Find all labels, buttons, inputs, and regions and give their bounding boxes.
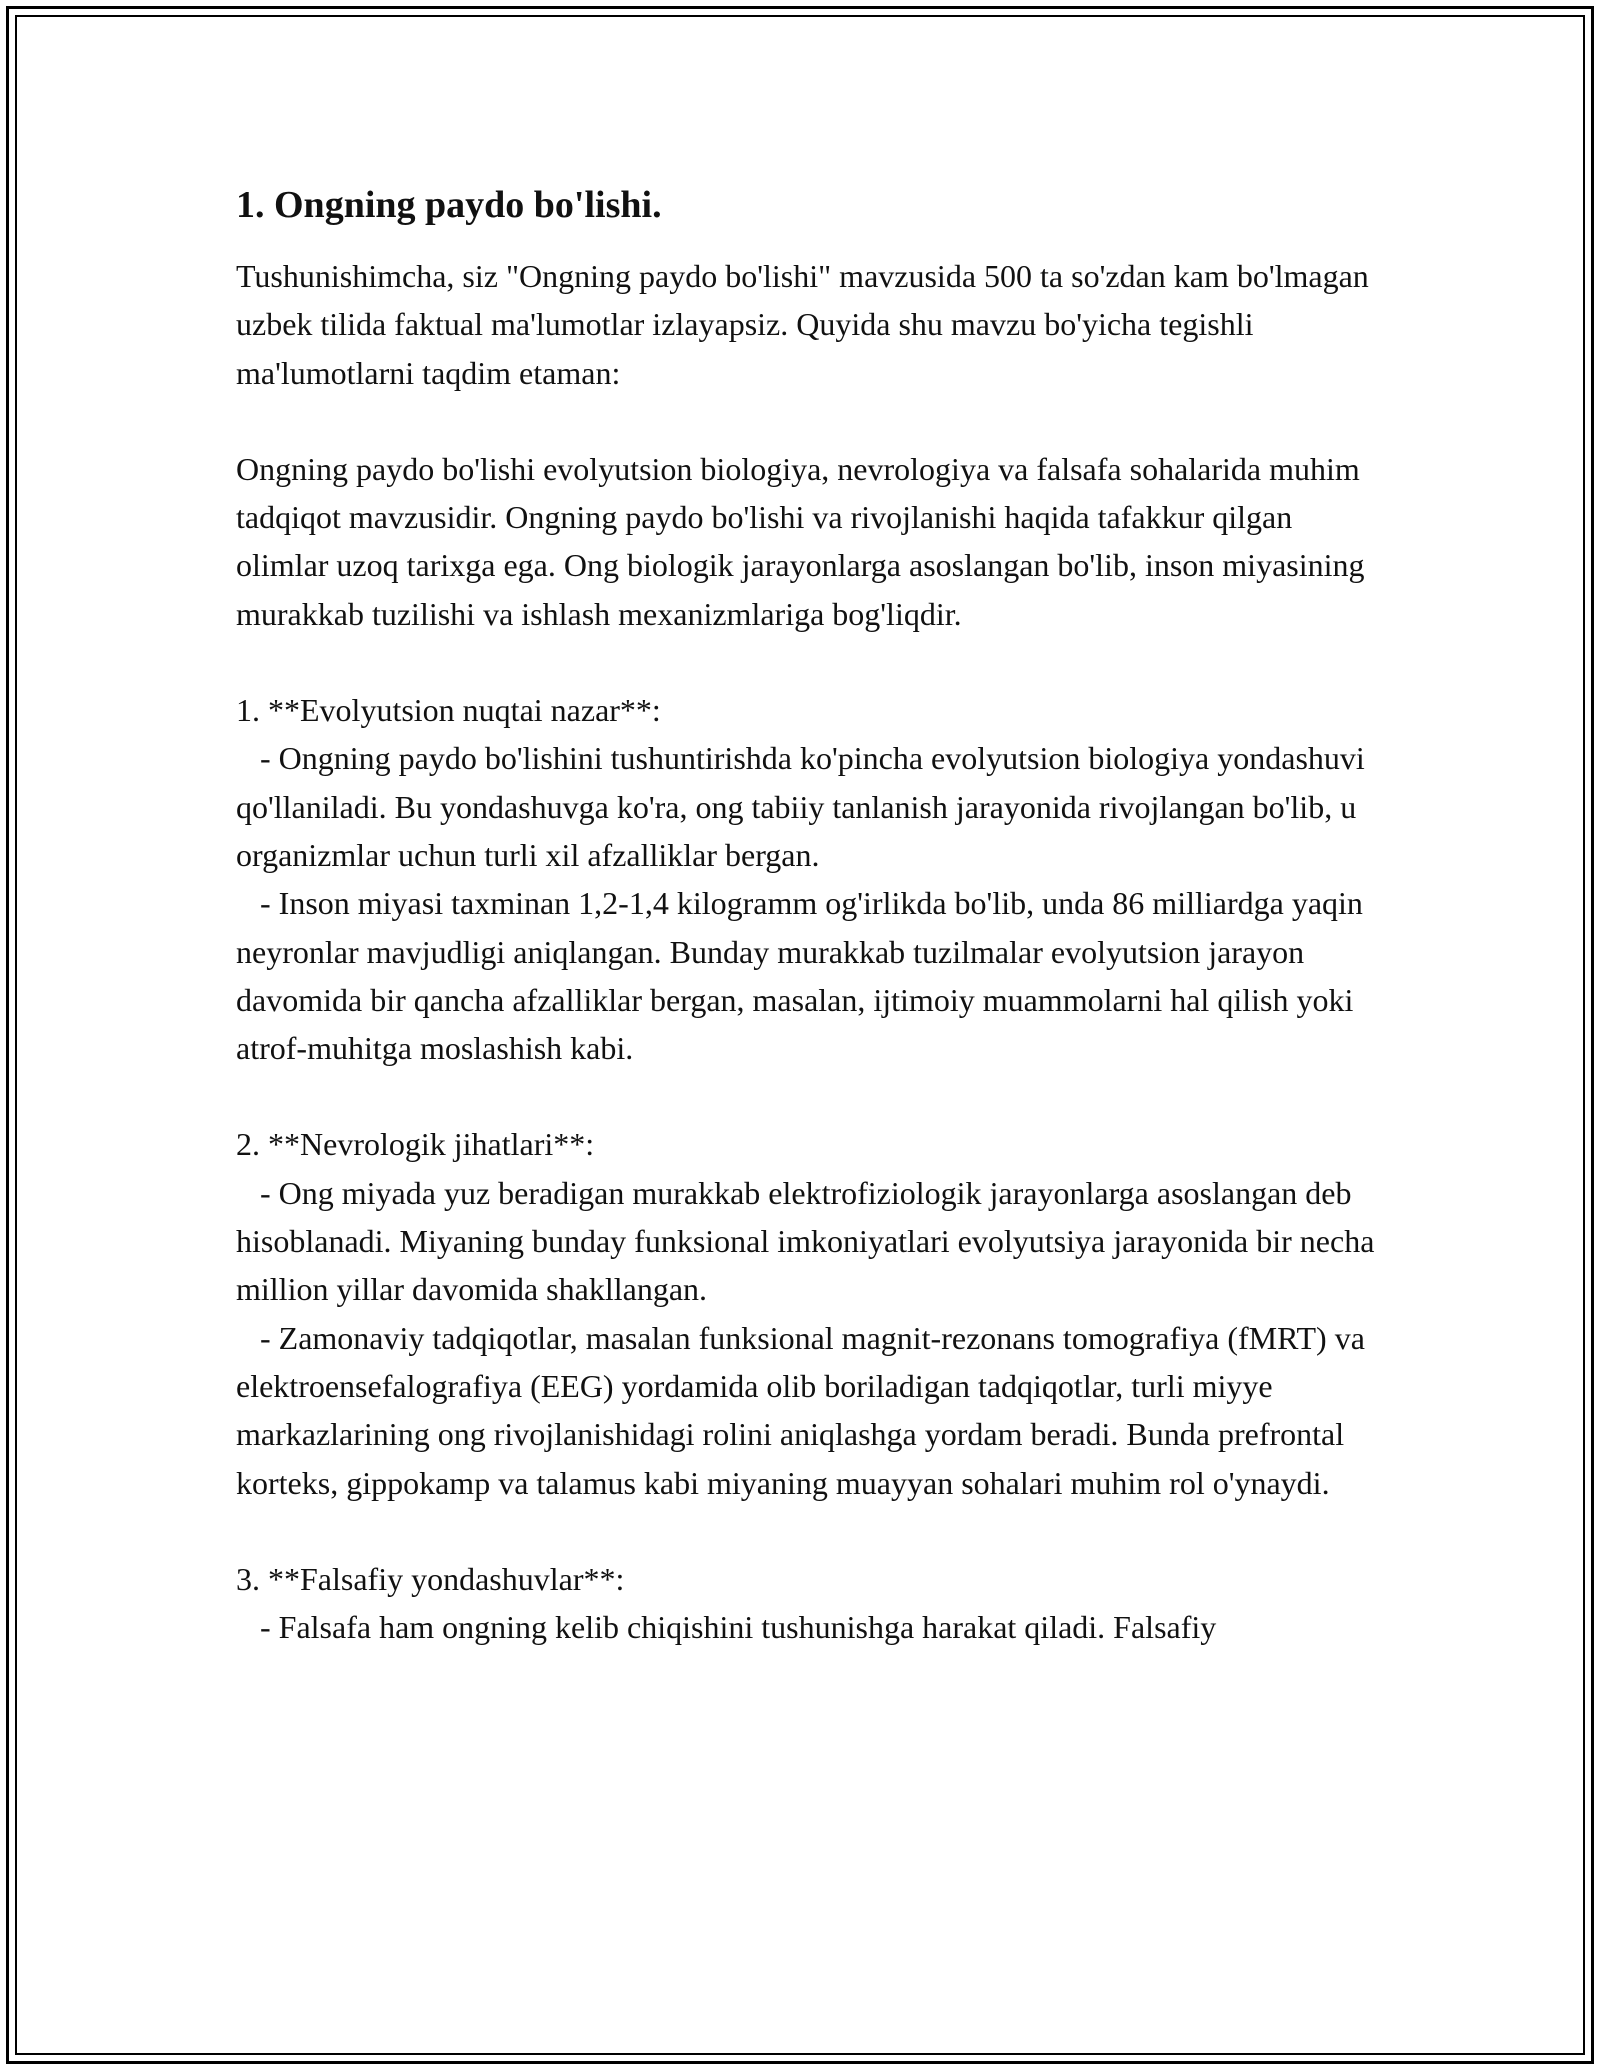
- section-heading: 3. **Falsafiy yondashuvlar**:: [236, 1560, 625, 1597]
- document-body: [236, 182, 1383, 1651]
- section-evolutionary: [236, 686, 1376, 1072]
- intro-paragraph: Tushunishimcha, siz "Ongning paydo bo'lishi" mavzusida 500 ta so'zdan kam bo'lmagan uzbek tilida faktual ma'lumotlar izlayapsiz. Quyida shu mavzu bo'yicha tegishli ma'lumotlarni taqdim etaman:: [236, 258, 1377, 391]
- section-philosophical: [236, 1555, 1376, 1652]
- bullet-item: - Ong miyada yuz beradigan murakkab elektrofiziologik jarayonlarga asoslangan deb hisoblanadi. Miyaning bunday funksional imkoniyatlari evolyutsiya jarayonida bir necha million yillar davomida shakllangan.: [236, 1174, 1383, 1308]
- document-title: 1. Ongning paydo bo'lishi.: [236, 184, 662, 226]
- bullet-item: - Ongning paydo bo'lishini tushuntirishda ko'pincha evolyutsion biologiya yondashuvi qo'llaniladi. Bu yondashuvga ko'ra, ong tabiiy tanlanish jarayonida rivojlangan bo'lib, u organizmlar uchun turli xil afzalliklar bergan.: [236, 740, 1373, 873]
- bullet-item: - Zamonaviy tadqiqotlar, masalan funksional magnit-rezonans tomografiya (fMRT) va elektroensefalografiya (EEG) yordamida olib boriladigan tadqiqotlar, turli miyye markazlarining ong rivojlanishidagi rolini aniqlashga yordam beradi. Bunda prefrontal korteks, gippokamp va talamus kabi miyaning muayyan sohalari muhim rol o'ynaydi.: [236, 1319, 1373, 1501]
- bullet-item: - Falsafa ham ongning kelib chiqishini tushunishga harakat qiladi. Falsafiy: [236, 1609, 1217, 1646]
- section-neurological: [236, 1120, 1383, 1506]
- section-heading: 1. **Evolyutsion nuqtai nazar**:: [236, 692, 661, 729]
- section-heading: 2. **Nevrologik jihatlari**:: [236, 1126, 595, 1163]
- bullet-item: - Inson miyasi taxminan 1,2-1,4 kilogramm og'irlikda bo'lib, unda 86 milliardga yaqin neyronlar mavjudligi aniqlangan. Bunday murakkab tuzilmalar evolyutsion jarayon davomida bir qancha afzalliklar bergan, masalan, ijtimoiy muammolarni hal qilish yoki atrof-muhitga moslashish kabi.: [236, 885, 1371, 1067]
- overview-paragraph: Ongning paydo bo'lishi evolyutsion biologiya, nevrologiya va falsafa sohalarida muhim tadqiqot mavzusidir. Ongning paydo bo'lishi va rivojlanishi haqida tafakkur qilgan olimlar uzoq tarixga ega. Ong biologik jarayonlarga asoslangan bo'lib, inson miyasining murakkab tuzilishi va ishlash mexanizmlariga bog'liqdir.: [236, 450, 1373, 632]
